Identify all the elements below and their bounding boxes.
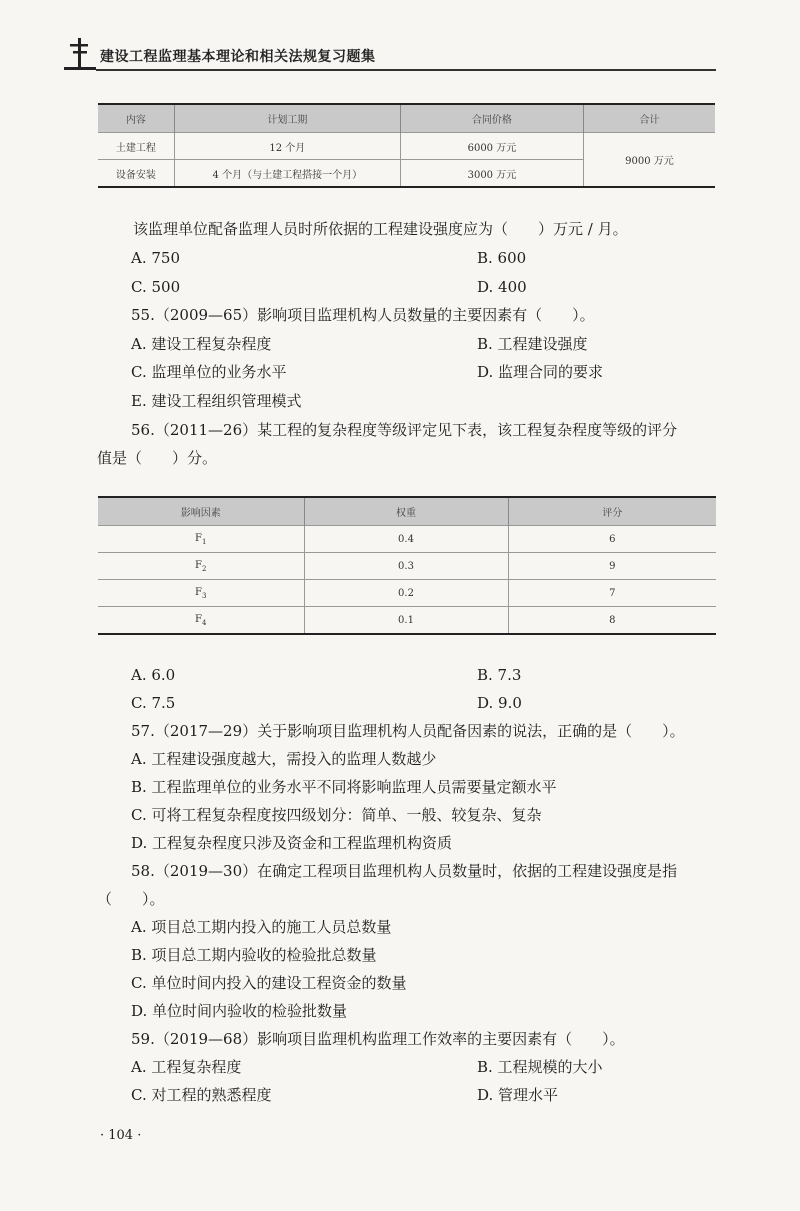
q58-option-a: A. 项目总工期内投入的施工人员总数量: [131, 918, 392, 936]
table-row: [98, 580, 716, 607]
column-header: 评分: [508, 497, 716, 526]
q56-option-c: C. 7.5: [131, 694, 176, 712]
score-cell: 8: [508, 607, 716, 635]
total-cell: 9000 万元: [583, 133, 715, 188]
factor-cell: $F_3$: [98, 580, 304, 607]
q57-stem: 57.（2017—29）关于影响项目监理机构人员配备因素的说法，正确的是（ ）。: [131, 722, 685, 740]
q55-option-a: A. 建设工程复杂程度: [131, 335, 272, 353]
book-logo-icon: [62, 34, 98, 72]
q55-option-b: B. 工程建设强度: [477, 335, 588, 353]
table-row: [98, 526, 716, 553]
column-header: 合同价格: [400, 104, 583, 133]
factor-cell: $F_1$: [98, 526, 304, 553]
q59-option-d: D. 管理水平: [477, 1086, 559, 1104]
q58-option-d: D. 单位时间内验收的检验批数量: [131, 1002, 348, 1020]
q56-stem-line1: 56.（2011—26）某工程的复杂程度等级评定见下表，该工程复杂程度等级的评分: [131, 421, 678, 439]
score-cell: 9: [508, 553, 716, 580]
q54-option-c: C. 500: [131, 278, 181, 296]
table-cell: 设备安装: [98, 160, 174, 188]
table-header-row: [98, 497, 716, 526]
column-header: 计划工期: [174, 104, 400, 133]
q56-option-d: D. 9.0: [477, 694, 522, 712]
q59-option-c: C. 对工程的熟悉程度: [131, 1086, 272, 1104]
q56-option-b: B. 7.3: [477, 666, 522, 684]
q57-option-d: D. 工程复杂程度只涉及资金和工程监理机构资质: [131, 834, 453, 852]
q59-option-b: B. 工程规模的大小: [477, 1058, 603, 1076]
q58-option-c: C. 单位时间内投入的建设工程资金的数量: [131, 974, 407, 992]
running-header-title: 建设工程监理基本理论和相关法规复习题集: [100, 49, 376, 65]
table-cell: 6000 万元: [400, 133, 583, 160]
q54-option-d: D. 400: [477, 278, 527, 296]
weight-cell: 0.3: [304, 553, 508, 580]
score-cell: 6: [508, 526, 716, 553]
q54-stem: 该监理单位配备监理人员时所依据的工程建设强度应为（ ）万元 / 月。: [133, 220, 628, 238]
table-cell: 4 个月（与土建工程搭接一个月）: [174, 160, 400, 188]
factor-cell: $F_4$: [98, 607, 304, 635]
table-cell: 3000 万元: [400, 160, 583, 188]
q58-option-b: B. 项目总工期内验收的检验批总数量: [131, 946, 377, 964]
table-row: [98, 133, 715, 160]
column-header: 内容: [98, 104, 174, 133]
table-cell: 12 个月: [174, 133, 400, 160]
column-header: 权重: [304, 497, 508, 526]
header-rule: [96, 69, 716, 71]
q55-option-d: D. 监理合同的要求: [477, 363, 604, 381]
table-header-row: [98, 104, 715, 133]
q56-stem-line2: 值是（ ）分。: [97, 449, 218, 467]
column-header: 影响因素: [98, 497, 304, 526]
weight-cell: 0.4: [304, 526, 508, 553]
q56-option-a: A. 6.0: [131, 666, 176, 684]
complexity-rating-table: [98, 496, 716, 635]
table-cell: 土建工程: [98, 133, 174, 160]
table-row: [98, 607, 716, 635]
q59-stem: 59.（2019—68）影响项目监理机构监理工作效率的主要因素有（ ）。: [131, 1030, 625, 1048]
q57-option-b: B. 工程监理单位的业务水平不同将影响监理人员需要量定额水平: [131, 778, 557, 796]
q55-option-c: C. 监理单位的业务水平: [131, 363, 287, 381]
page-number: · 104 ·: [100, 1128, 142, 1143]
factor-cell: $F_2$: [98, 553, 304, 580]
q58-stem-line2: （ ）。: [97, 890, 165, 908]
weight-cell: 0.1: [304, 607, 508, 635]
q59-option-a: A. 工程复杂程度: [131, 1058, 242, 1076]
column-header: 合计: [583, 104, 715, 133]
q55-option-e: E. 建设工程组织管理模式: [131, 392, 302, 410]
q57-option-c: C. 可将工程复杂程度按四级划分：简单、一般、较复杂、复杂: [131, 806, 542, 824]
score-cell: 7: [508, 580, 716, 607]
table-row: [98, 553, 716, 580]
q54-option-b: B. 600: [477, 249, 527, 267]
q58-stem-line1: 58.（2019—30）在确定工程项目监理机构人员数量时，依据的工程建设强度是指: [131, 862, 678, 880]
q55-stem: 55.（2009—65）影响项目监理机构人员数量的主要因素有（ ）。: [131, 306, 595, 324]
q57-option-a: A. 工程建设强度越大，需投入的监理人数越少: [131, 750, 437, 768]
weight-cell: 0.2: [304, 580, 508, 607]
q54-option-a: A. 750: [131, 249, 180, 267]
contract-schedule-table: [98, 103, 715, 188]
